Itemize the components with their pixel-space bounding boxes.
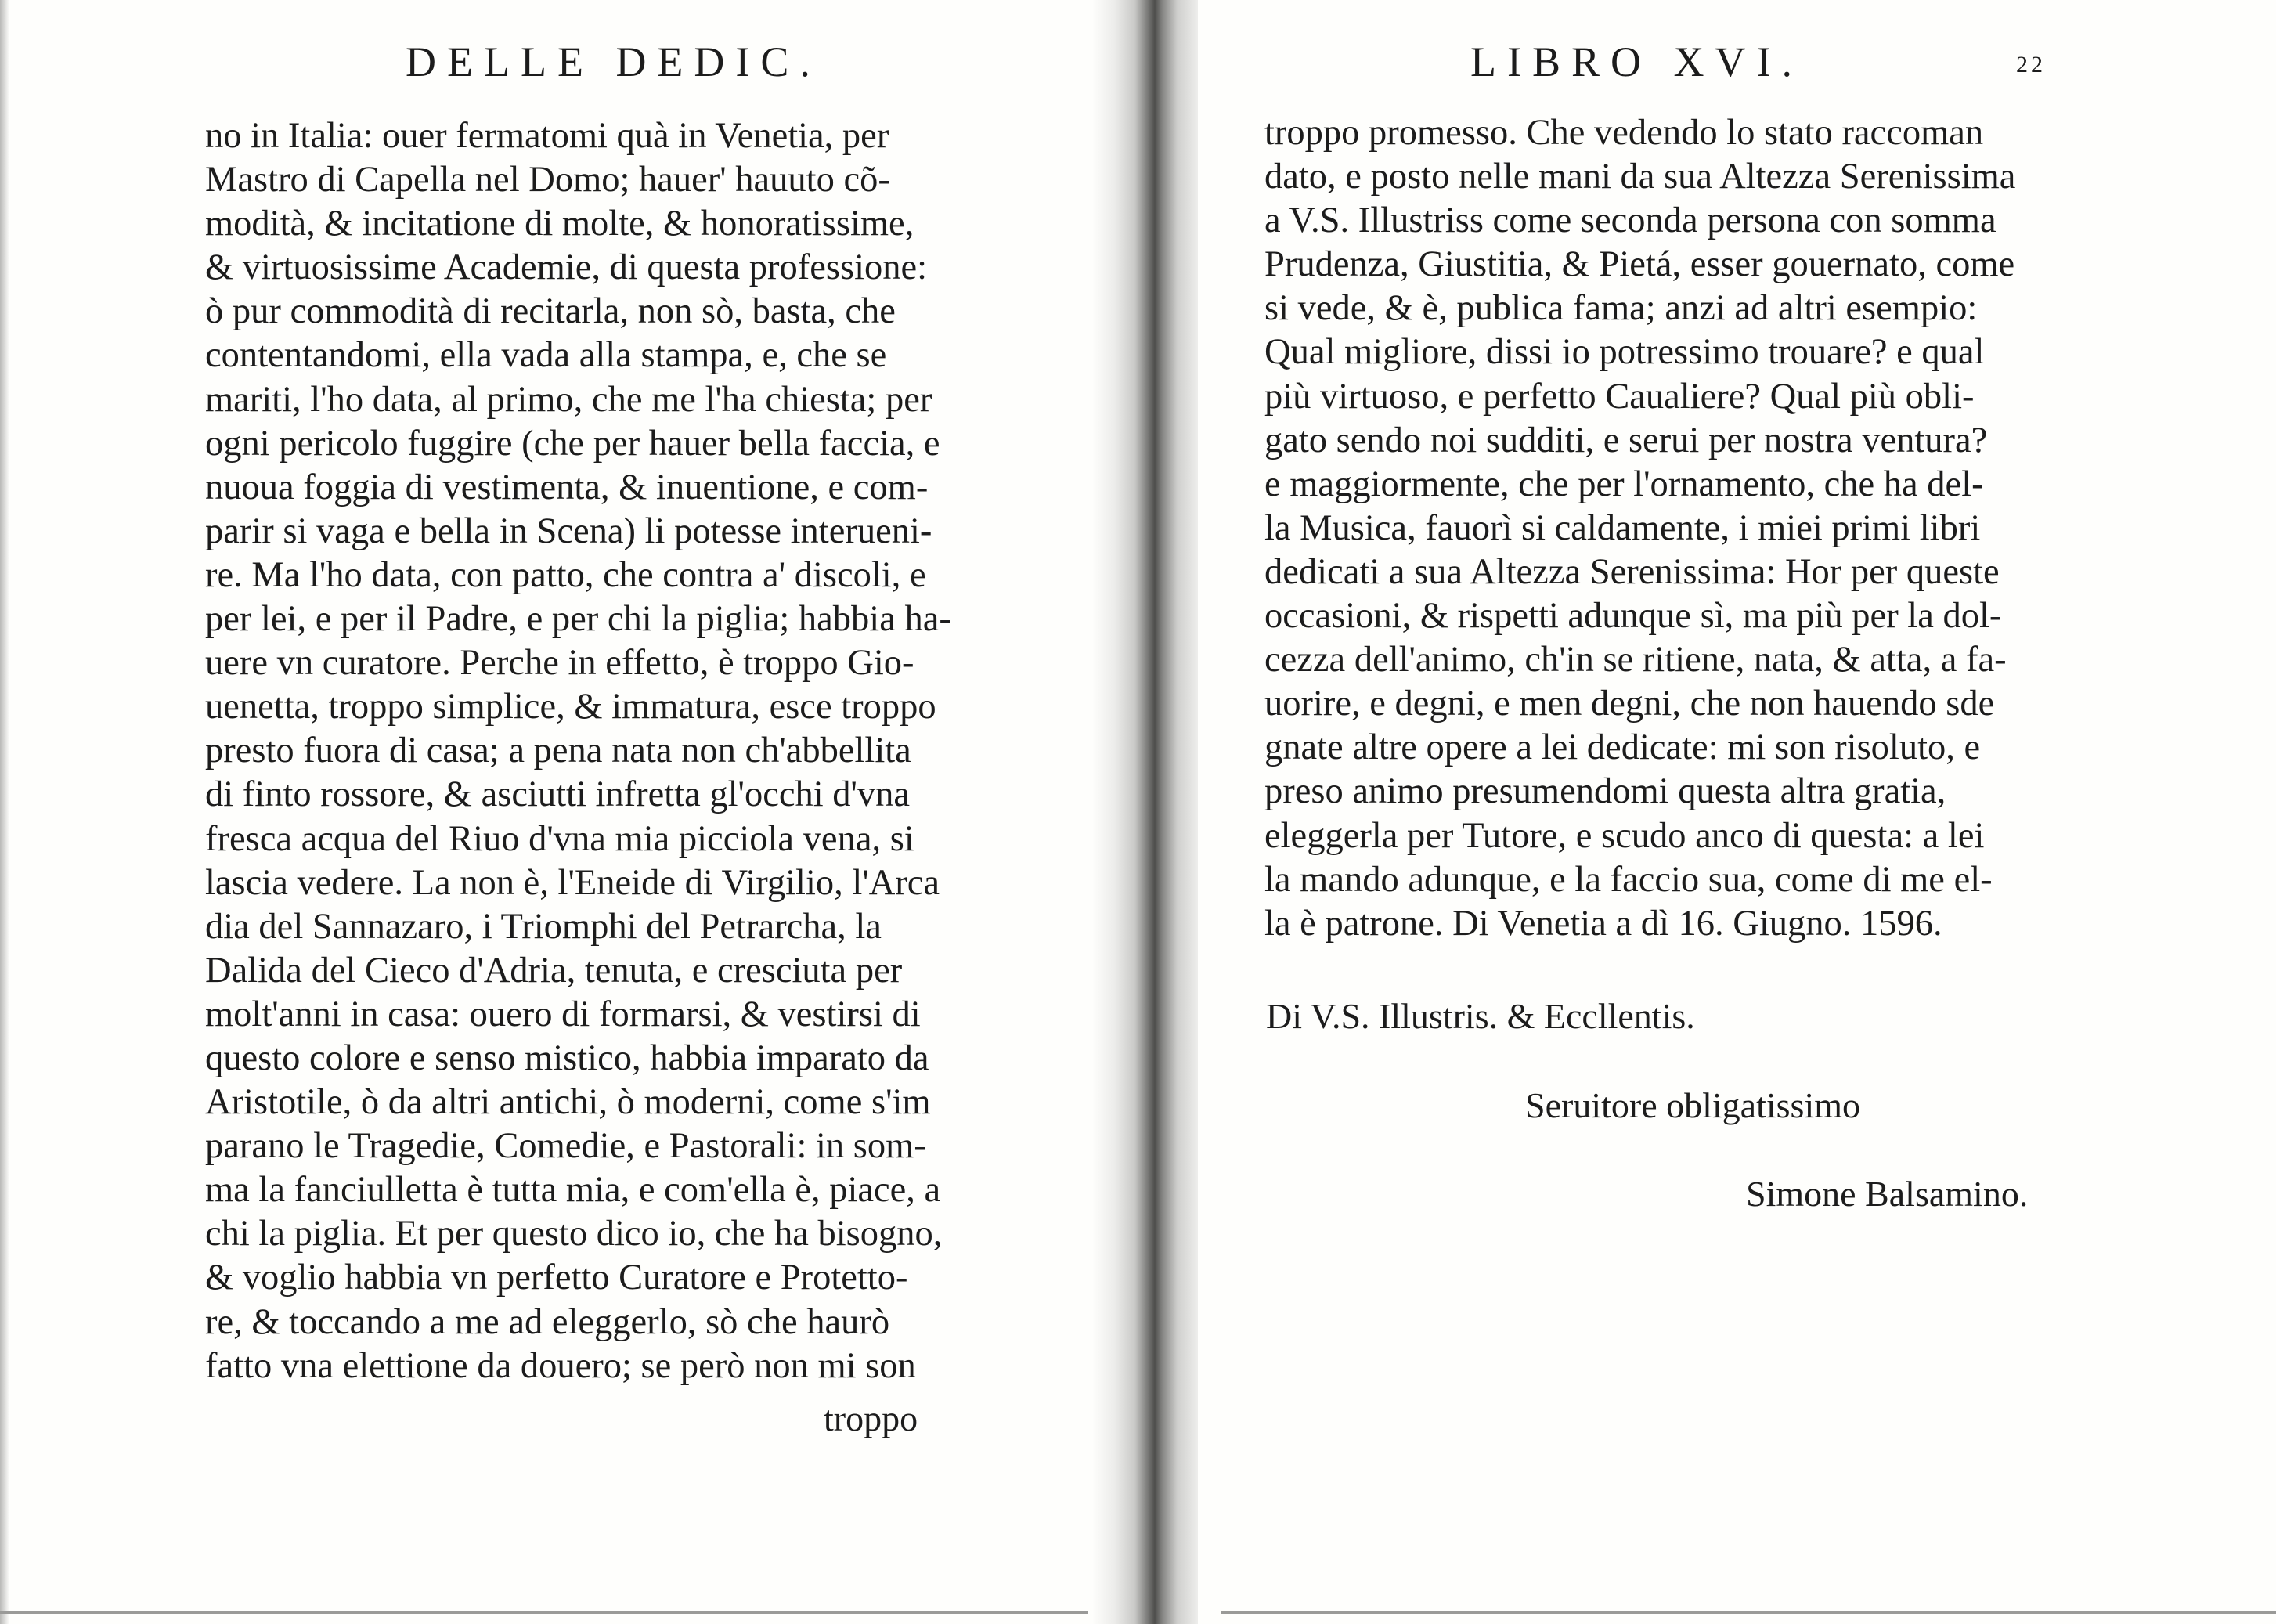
folio-number: 22 <box>2016 52 2046 78</box>
text-line: ò pur commodità di recitarla, non sò, basta, che <box>205 291 896 332</box>
text-line: presto fuora di casa; a pena nata non ch'abbellita <box>205 731 911 771</box>
text-line: ogni pericolo fuggire (che per hauer bella faccia, e <box>205 423 940 464</box>
text-line: uere vn curatore. Perche in effetto, è troppo Gio- <box>205 643 914 684</box>
text-line: fresca acqua del Riuo d'vna mia picciola vena, si <box>205 818 914 859</box>
text-line: e maggiormente, che per l'ornamento, che ha del- <box>1264 464 1984 504</box>
text-line: lascia vedere. La non è, l'Eneide di Virgilio, l'Arca <box>205 862 940 903</box>
signature: Simone Balsamino. <box>1746 1174 2029 1214</box>
text-line: mariti, l'ho data, al primo, che me l'ha chiesta; per <box>205 379 932 420</box>
text-line: più virtuoso, e perfetto Caualiere? Qual più obli- <box>1264 376 1975 417</box>
text-line: & virtuosissime Academie, di questa professione: <box>205 247 928 288</box>
left-text-block <box>205 114 1027 1388</box>
text-line: di finto rossore, & asciutti infretta gl'occhi d'vna <box>205 774 911 815</box>
running-head-right: LIBRO XVI. <box>1470 38 1803 85</box>
text-line: la mando adunque, e la faccio sua, come di me el- <box>1264 859 1993 900</box>
text-line: questo colore e senso mistico, habbia imparato da <box>205 1038 929 1078</box>
closing-formula: Seruitore obligatissimo <box>1525 1085 1861 1125</box>
text-line: gnate altre opere a lei dedicate: mi son risoluto, e <box>1264 727 1981 768</box>
text-line: per lei, e per il Padre, e per chi la piglia; habbia ha- <box>205 599 951 640</box>
text-line: & voglio habbia vn perfetto Curatore e Protetto- <box>205 1258 908 1298</box>
text-line: la è patrone. Di Venetia a dì 16. Giugno. 1596. <box>1264 903 1942 944</box>
catchword: troppo <box>824 1398 918 1438</box>
text-line: dedicati a sua Altezza Serenissima: Hor per queste <box>1264 551 2000 592</box>
text-line: re, & toccando a me ad eleggerlo, sò che haurò <box>205 1301 890 1342</box>
salutation: Di V.S. Illustris. & Eccllentis. <box>1266 996 1695 1036</box>
text-line: fatto vna elettione da douero; se però non mi son <box>205 1345 916 1386</box>
text-line: la Musica, fauorì si caldamente, i miei primi libri <box>1264 507 1981 548</box>
text-line: Dalida del Cieco d'Adria, tenuta, e cresciuta per <box>205 950 903 991</box>
text-line: nuoua foggia di vestimenta, & inuentione, e com- <box>205 467 929 507</box>
text-line: dia del Sannazaro, i Triomphi del Petrarcha, la <box>205 906 882 947</box>
right-text-block <box>1264 111 2063 946</box>
text-line: no in Italia: ouer fermatomi quà in Venetia, per <box>205 116 889 156</box>
text-line: parir si vaga e bella in Scena) li potesse interueni- <box>205 511 932 551</box>
text-line: occasioni, & rispetti adunque sì, ma più per la dol- <box>1264 596 2002 637</box>
text-line: Mastro di Capella nel Domo; hauer' hauuto cõ- <box>205 160 890 200</box>
text-line: uenetta, troppo simplice, & immatura, esce troppo <box>205 687 936 727</box>
bottom-rule-left <box>0 1611 1088 1614</box>
text-line: chi la piglia. Et per questo dico io, che ha bisogno, <box>205 1214 943 1254</box>
text-line: Qual migliore, dissi io potressimo trouare? e qual <box>1264 332 1985 373</box>
page-edge-shadow <box>0 0 9 1624</box>
text-line: cezza dell'animo, ch'in se ritiene, nata, & atta, a fa- <box>1264 640 2007 680</box>
text-line: preso animo presumendomi questa altra gratia, <box>1264 771 1946 812</box>
text-line: Prudenza, Giustitia, & Pietá, esser gouernato, come <box>1264 244 2015 285</box>
text-line: si vede, & è, publica fama; anzi ad altri esempio: <box>1264 288 1978 329</box>
text-line: a V.S. Illustriss come seconda persona con somma <box>1264 200 1996 241</box>
text-line: ma la fanciulletta è tutta mia, e com'ella è, piace, a <box>205 1170 941 1211</box>
text-line: troppo promesso. Che vedendo lo stato raccoman <box>1264 113 1984 153</box>
text-line: Aristotile, ò da altri antichi, ò moderni, come s'im <box>205 1082 931 1123</box>
running-head-left: DELLE DEDIC. <box>406 38 821 85</box>
text-line: modità, & incitatione di molte, & honoratissime, <box>205 204 914 244</box>
text-line: molt'anni in casa: ouero di formarsi, & vestirsi di <box>205 994 921 1034</box>
left-page <box>0 0 1112 1624</box>
bottom-rule-right <box>1221 1611 2276 1614</box>
text-line: uorire, e degni, e men degni, che non hauendo sde <box>1264 684 1995 724</box>
text-line: re. Ma l'ho data, con patto, che contra a' discoli, e <box>205 554 926 595</box>
text-line: eleggerla per Tutore, e scudo anco di questa: a lei <box>1264 815 1985 856</box>
text-line: gato sendo noi sudditi, e serui per nostra ventura? <box>1264 420 1988 460</box>
text-line: parano le Tragedie, Comedie, e Pastorali: in som- <box>205 1126 926 1167</box>
text-line: dato, e posto nelle mani da sua Altezza Serenissima <box>1264 157 2016 197</box>
text-line: contentandomi, ella vada alla stampa, e, che se <box>205 335 887 376</box>
